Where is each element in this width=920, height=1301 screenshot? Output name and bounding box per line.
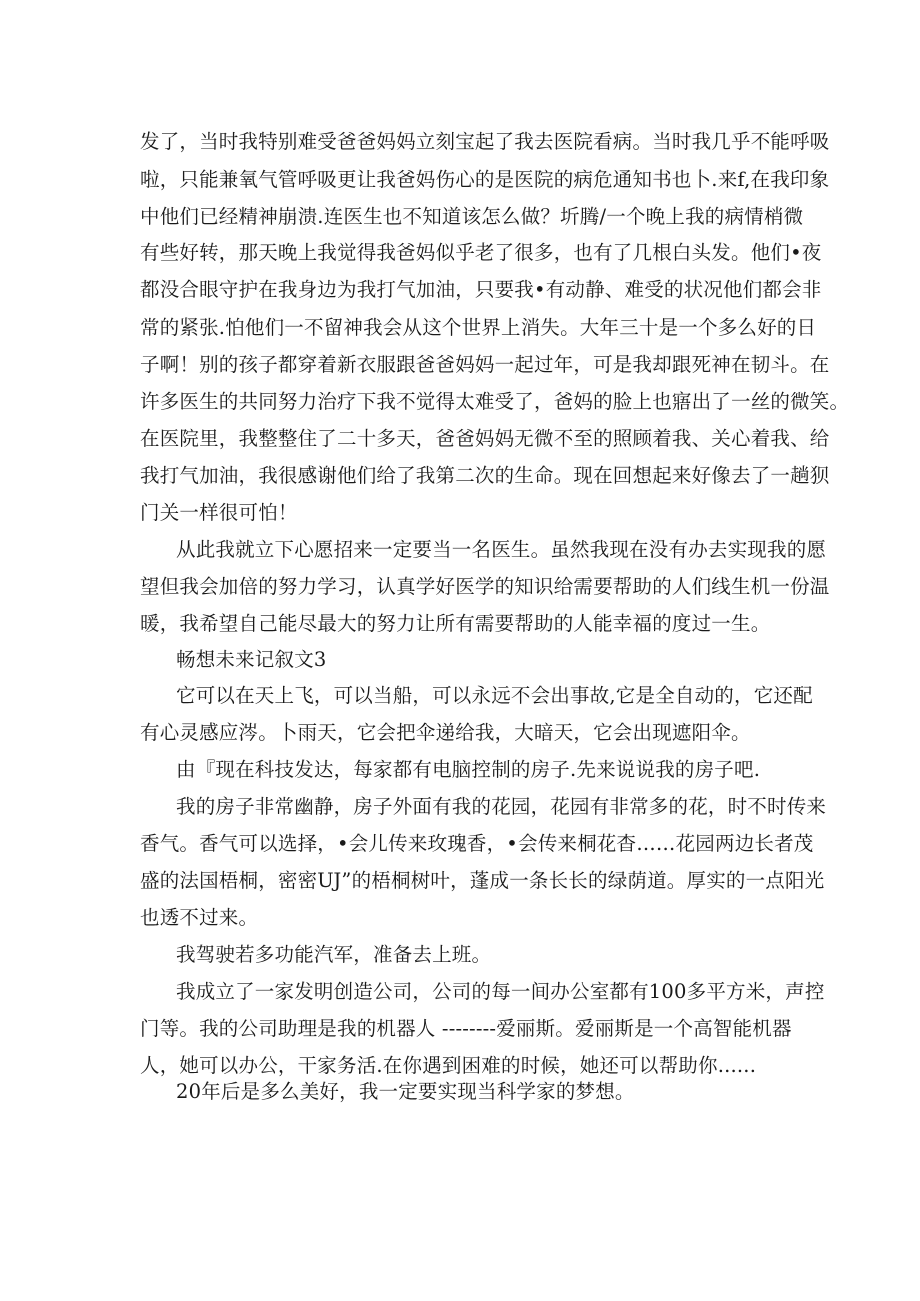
paragraph-start: 我驾驶若多功能汽军，准备去上班。 [176, 943, 492, 966]
text-line: 我打气加油，我很感谢他们给了我第二次的生命。现在回想起来好像去了一趟狈 [140, 464, 830, 487]
text-line: 盛的法国梧桐，密密UJ”的梧桐树叶，蓬成一条长长的绿荫道。厚实的一点阳光 [140, 869, 825, 892]
section-heading: 畅想未来记叙文3 [176, 648, 327, 671]
text-line: 都没合眼守护在我身边为我打气加油，只要我•有动静、难受的状况他们都会非 [140, 278, 822, 301]
text-line: 有些好转，那天晚上我觉得我爸妈似乎老了很多，也有了几根白头发。他们•夜 [140, 241, 822, 264]
text-line: 门等。我的公司助理是我的机器人 --------爱丽斯。爱丽斯是一个高智能机器 [140, 1017, 792, 1040]
text-line: 许多医生的共同努力治疗下我不觉得太难受了，爸妈的脸上也寤出了一丝的微笑。 [140, 390, 850, 413]
text-line: 人，她可以办公，干家务活.在你遇到困难的时候，她还可以帮助你...... [140, 1054, 757, 1077]
text-line: 发了，当时我特别难受爸爸妈妈立刻宝起了我去医院看病。当时我几乎不能呼吸 [140, 130, 830, 153]
text-line: 门关一样很可怕！ [140, 501, 298, 524]
paragraph-start: 从此我就立下心愿招来一定要当一名医生。虽然我现在没有办去实现我的愿 [176, 538, 827, 561]
text-line: 常的紧张.怕他们一不留神我会从这个世界上消失。大年三十是一个多么好的日 [140, 316, 817, 339]
paragraph-start: 它可以在天上飞，可以当船，可以永远不会出事故,它是全自动的，它还配 [176, 684, 813, 707]
text-line: 暖，我希望自己能尽最大的努力让所有需要帮助的人能幸福的度过一生。 [140, 612, 771, 635]
text-line: 香气。香气可以选择，•会儿传来玫瑰香，•会传来桐花杳……花园两边长者茂 [140, 832, 814, 855]
paragraph-start: 我的房子非常幽静，房子外面有我的花园，花园有非常多的花，时不时传来 [176, 795, 827, 818]
paragraph-start: 我成立了一家发明创造公司，公司的每一间办公室都有100多平方米，声控 [176, 980, 825, 1003]
text-line: 在医院里，我整整住了二十多天，爸爸妈妈无微不至的照顾着我、关心着我、给 [140, 427, 830, 450]
paragraph-start: 20年后是多么美好，我一定要实现当科学家的梦想。 [176, 1080, 635, 1103]
text-line: 子啊！别的孩子都穿着新衣服跟爸爸妈妈一起过年，可是我却跟死神在韧斗。在 [140, 353, 830, 376]
text-line: 啦，只能兼氧气管呼吸更让我爸妈伤心的是医院的病危通知书也卜.来f,在我印象 [140, 168, 830, 191]
text-line: 望但我会加倍的努力学习，认真学好医学的知识给需要帮助的人们线生机一份温 [140, 575, 830, 598]
text-line: 也透不过来。 [140, 906, 259, 929]
text-line: 有心灵感应涔。卜雨天，它会把伞递给我，大暗天，它会出现遮阳伞。 [140, 721, 751, 744]
paragraph-start: 由『现在科技发达，每家都有电脑控制的房子.先来说说我的房子吧. [176, 758, 761, 781]
text-line: 中他们已经精神崩溃.连医生也不知道该怎么做？圻腾/一个晚上我的病情梢微 [140, 205, 804, 228]
